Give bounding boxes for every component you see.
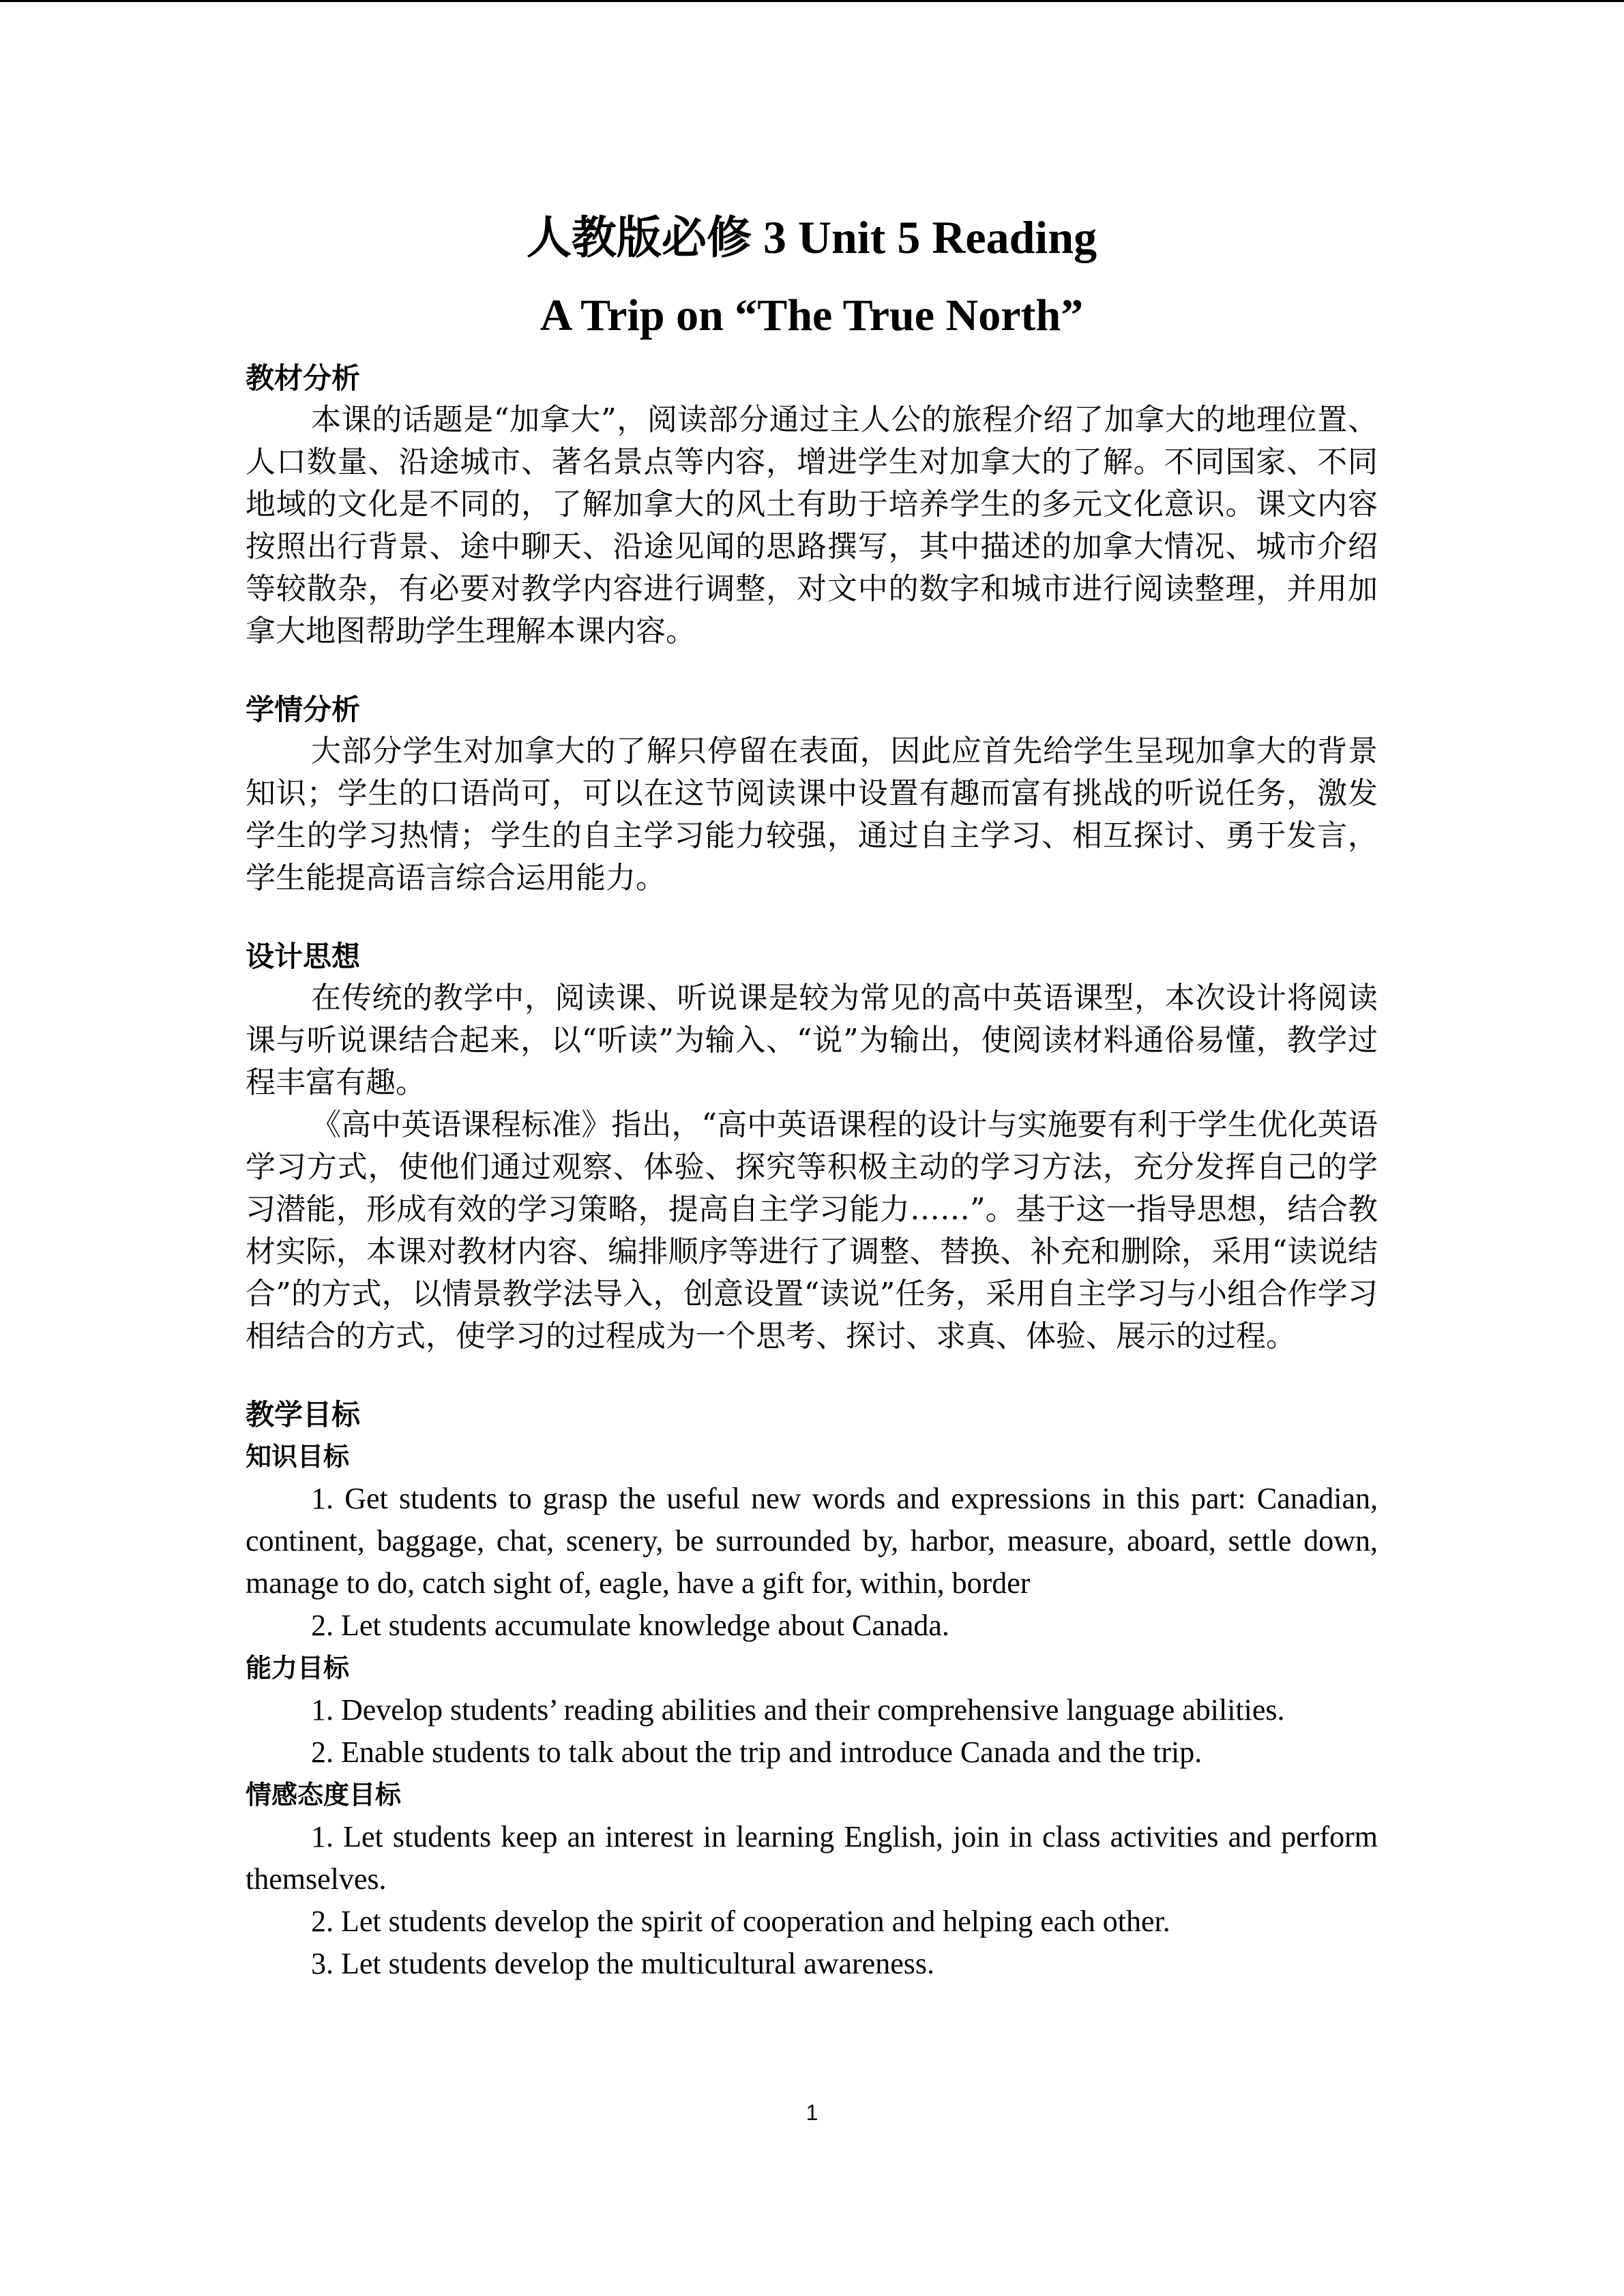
objective-item: 2. Let students accumulate knowledge about Canada. [311,1609,949,1642]
section-learner-analysis [246,689,1378,899]
paragraph: 大部分学生对加拿大的了解只停留在表面，因此应首先给学生呈现加拿大的背景知识；学生的口语尚可，可以在这节阅读课中设置有趣而富有挑战的听说任务，激发学生的学习热情；学生的自主学习能力较强，通过自主学习、相互探讨、勇于发言，学生能提高语言综合运用能力。 [246,734,1378,895]
paragraph: 《高中英语课程标准》指出，“高中英语课程的设计与实施要有利于学生优化英语学习方式，使他们通过观察、体验、探究等积极主动的学习方法，充分发挥自己的学习潜能，形成有效的学习策略，提高自主学习能力……”。基于这一指导思想，结合教材实际，本课对教材内容、编排顺序等进行了调整、替换、补充和删除，采用“读说结合”的方式，以情景教学法导入，创意设置“读说”任务，采用自主学习与小组合作学习相结合的方式，使学习的过程成为一个思考、探讨、求真、体验、展示的过程。 [246,1107,1378,1354]
objective-group-label: 情感态度目标 [246,1780,402,1810]
document-subtitle: A Trip on “The True North” [540,290,1084,340]
paragraph: 在传统的教学中，阅读课、听说课是较为常见的高中英语课型，本次设计将阅读课与听说课结合起来，以“听读”为输入、“说”为输出，使阅读材料通俗易懂，教学过程丰富有趣。 [246,981,1378,1100]
title-en: 3 Unit 5 Reading [751,211,1097,263]
document-title [246,205,1378,271]
section-heading: 设计思想 [246,940,361,973]
section-heading: 教学目标 [246,1398,361,1431]
objective-item: 2. Enable students to talk about the trip and introduce Canada and the trip. [311,1735,1202,1769]
objective-item: 3. Let students develop the multicultural awareness. [311,1947,934,1980]
page-number: 1 [806,2100,818,2125]
objective-group-label: 能力目标 [246,1653,350,1683]
objective-item: 1. Get students to grasp the useful new words and expressions in this part: Canadian, continent, baggage, chat, scenery, be surrounded by, harbor, measure, aboard, settle down, manage to do, catch sight of, eagle, have a gift for, within, border [246,1482,1378,1600]
section-design-idea [246,936,1378,1358]
section-textbook-analysis [246,358,1378,653]
top-border-line [0,0,1624,2]
section-heading: 学情分析 [246,693,361,726]
objective-group-label: 知识目标 [246,1442,350,1472]
objective-item: 1. Develop students’ reading abilities and their comprehensive language abilities. [311,1693,1285,1727]
title-cn: 人教版必修 [526,211,752,264]
document-page [246,205,1378,1985]
section-heading: 教材分析 [246,361,361,395]
section-teaching-objectives [246,1395,1378,1985]
objective-item: 2. Let students develop the spirit of cooperation and helping each other. [311,1905,1170,1938]
objective-item: 1. Let students keep an interest in learning English, join in class activities and perform themselves. [246,1820,1378,1896]
paragraph: 本课的话题是“加拿大”，阅读部分通过主人公的旅程介绍了加拿大的地理位置、人口数量、沿途城市、著名景点等内容，增进学生对加拿大的了解。不同国家、不同地域的文化是不同的，了解加拿大的风土有助于培养学生的多元文化意识。课文内容按照出行背景、途中聊天、沿途见闻的思路撰写，其中描述的加拿大情况、城市介绍等较散杂，有必要对教学内容进行调整，对文中的数字和城市进行阅读整理，并用加拿大地图帮助学生理解本课内容。 [246,402,1378,648]
